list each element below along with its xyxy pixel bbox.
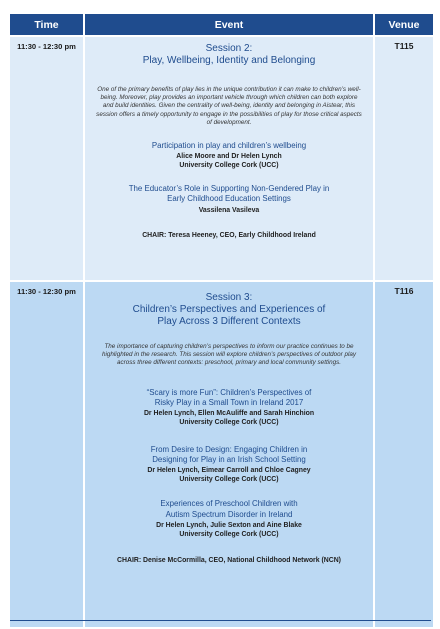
talk-title: Designing for Play in an Irish School Setting bbox=[152, 455, 306, 465]
talk-title: “Scary is more Fun”: Children’s Perspectives of bbox=[146, 387, 312, 397]
session-time: 11:30 - 12:30 pm bbox=[10, 37, 83, 280]
session-subtitle: Children’s Perspectives and Experiences of bbox=[132, 304, 326, 315]
session-row bbox=[10, 37, 433, 280]
talk-title: Autism Spectrum Disorder in Ireland bbox=[165, 509, 293, 519]
talk-title: From Desire to Design: Engaging Children in bbox=[150, 445, 308, 455]
session-venue: T116 bbox=[375, 282, 433, 627]
talk-affiliation: University College Cork (UCC) bbox=[179, 419, 279, 427]
table-header-row bbox=[10, 14, 433, 35]
session-subtitle: Play, Wellbeing, Identity and Belonging bbox=[142, 55, 316, 66]
talk-title: Participation in play and children’s wellbeing bbox=[151, 141, 307, 151]
session-description: The importance of capturing children’s perspectives to inform our practice continues to be highlighted in the research. This session will explore children’s perspectives of outdoor play across three different contexts: preschool, primary and local community settings. bbox=[102, 343, 356, 367]
session-event-cell bbox=[85, 282, 373, 627]
talk-title: Experiences of Preschool Children with bbox=[160, 499, 298, 509]
talk-title: The Educator’s Role in Supporting Non-Gendered Play in bbox=[128, 184, 330, 194]
talk-title: Early Childhood Education Settings bbox=[167, 194, 291, 204]
session-chair: CHAIR: Teresa Heeney, CEO, Early Childhood Ireland bbox=[142, 231, 316, 239]
programme-table bbox=[8, 12, 435, 629]
session-description: One of the primary benefits of play lies in the unique contribution it can make to children’s well-being. Moreover, play provides an important vehicle through which children can both explore and build identities. Given the centrality of well-being, identity and belonging in Aistear, this session offers a timely opportunity to engage in the possibilities of play for those critical aspects of development. bbox=[96, 86, 362, 126]
talk-authors: Dr Helen Lynch, Eimear Carroll and Chloe Cagney bbox=[147, 467, 311, 475]
bottom-divider bbox=[10, 620, 431, 621]
talk-authors: Vassilena Vasileva bbox=[198, 206, 260, 214]
talk-affiliation: University College Cork (UCC) bbox=[179, 162, 279, 170]
session-venue: T115 bbox=[375, 37, 433, 280]
talk-title: Risky Play in a Small Town in Ireland 2017 bbox=[154, 397, 304, 407]
session-title: Session 3: bbox=[205, 292, 253, 303]
talk-affiliation: University College Cork (UCC) bbox=[179, 476, 279, 484]
session-subtitle: Play Across 3 Different Contexts bbox=[157, 316, 301, 327]
header-event: Event bbox=[85, 14, 373, 35]
session-chair: CHAIR: Denise McCormilla, CEO, National Childhood Network (NCN) bbox=[117, 556, 341, 564]
header-time: Time bbox=[10, 14, 83, 35]
talk-authors: Dr Helen Lynch, Ellen McAuliffe and Sarah Hinchion bbox=[143, 410, 315, 418]
session-time: 11:30 - 12:30 pm bbox=[10, 282, 83, 627]
talk-authors: Alice Moore and Dr Helen Lynch bbox=[176, 153, 282, 161]
session-row bbox=[10, 282, 433, 627]
header-venue: Venue bbox=[375, 14, 433, 35]
talk-affiliation: University College Cork (UCC) bbox=[179, 530, 279, 538]
session-title: Session 2: bbox=[205, 43, 253, 54]
programme-table-container bbox=[10, 12, 431, 629]
session-event-cell bbox=[85, 37, 373, 280]
talk-authors: Dr Helen Lynch, Julie Sexton and Aine Blake bbox=[156, 521, 302, 529]
